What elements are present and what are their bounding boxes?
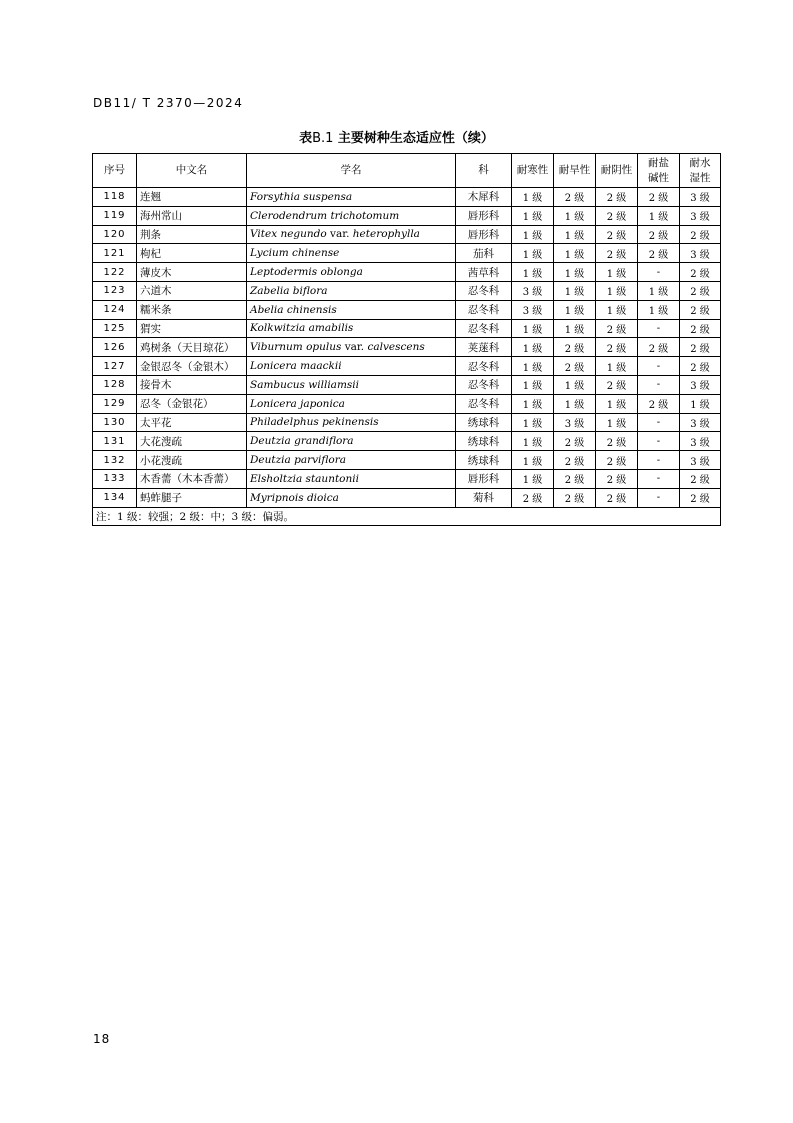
chinese-name-cell: 金银忍冬（金银木）: [137, 357, 247, 376]
drought-tolerance-cell: 1 级: [554, 281, 596, 300]
drought-tolerance-cell: 1 级: [554, 225, 596, 244]
shade-tolerance-cell: 2 级: [596, 188, 638, 207]
table-title-prefix: 表: [299, 131, 313, 146]
chinese-name-cell: 糯米条: [137, 300, 247, 319]
drought-tolerance-cell: 2 级: [554, 188, 596, 207]
family-cell: 忍冬科: [456, 319, 512, 338]
scientific-name-rank: var.: [341, 341, 368, 354]
cold-tolerance-cell: 1 级: [512, 394, 554, 413]
scientific-name-cell: [247, 225, 456, 244]
drought-tolerance-cell: 1 级: [554, 263, 596, 282]
salt-tolerance-cell: 2 级: [638, 188, 680, 207]
document-code: DB11/ T 2370—2024: [93, 96, 244, 110]
cold-tolerance-cell: 1 级: [512, 432, 554, 451]
shade-tolerance-cell: 1 级: [596, 281, 638, 300]
table-row: [93, 281, 721, 300]
drought-tolerance-cell: 2 级: [554, 469, 596, 488]
chinese-name-cell: 木香薷（木本香薷）: [137, 469, 247, 488]
salt-tolerance-cell: 2 级: [638, 225, 680, 244]
row-number-cell: 132: [93, 451, 137, 470]
wet-tolerance-cell: 2 级: [680, 469, 721, 488]
cold-tolerance-cell: 1 级: [512, 206, 554, 225]
salt-tolerance-cell: -: [638, 357, 680, 376]
family-cell: 菊科: [456, 488, 512, 507]
col-header-chinese-name: 中文名: [137, 154, 247, 188]
row-number-cell: 118: [93, 188, 137, 207]
shade-tolerance-cell: 2 级: [596, 432, 638, 451]
wet-tolerance-cell: 2 级: [680, 281, 721, 300]
drought-tolerance-cell: 1 级: [554, 300, 596, 319]
family-cell: 木犀科: [456, 188, 512, 207]
scientific-name-text: Lonicera maackii: [250, 360, 342, 373]
shade-tolerance-cell: 1 级: [596, 394, 638, 413]
table-row: [93, 357, 721, 376]
table-row: [93, 394, 721, 413]
scientific-name-text: Deutzia parviflora: [250, 454, 346, 467]
chinese-name-cell: 小花溲疏: [137, 451, 247, 470]
shade-tolerance-cell: 1 级: [596, 357, 638, 376]
table-title: [0, 127, 793, 146]
scientific-name-text: Myripnois dioica: [250, 491, 339, 504]
scientific-name-rank: var.: [326, 228, 353, 241]
table-row: [93, 300, 721, 319]
scientific-name-cell: [247, 375, 456, 394]
row-number-cell: 120: [93, 225, 137, 244]
wet-tolerance-cell: 3 级: [680, 375, 721, 394]
scientific-name-cell: [247, 244, 456, 263]
salt-tolerance-cell: 1 级: [638, 206, 680, 225]
wet-tolerance-cell: 3 级: [680, 413, 721, 432]
chinese-name-cell: 猬实: [137, 319, 247, 338]
cold-tolerance-cell: 3 级: [512, 300, 554, 319]
family-cell: 忍冬科: [456, 375, 512, 394]
scientific-name-text: Clerodendrum trichotomum: [250, 209, 400, 222]
cold-tolerance-cell: 1 级: [512, 357, 554, 376]
family-cell: 忍冬科: [456, 281, 512, 300]
page-number: 18: [93, 1032, 111, 1046]
cold-tolerance-cell: 2 级: [512, 488, 554, 507]
scientific-name-text: Elsholtzia stauntonii: [250, 472, 359, 485]
row-number-cell: 119: [93, 206, 137, 225]
chinese-name-cell: 蚂蚱腿子: [137, 488, 247, 507]
wet-tolerance-cell: 2 级: [680, 225, 721, 244]
drought-tolerance-cell: 2 级: [554, 488, 596, 507]
scientific-name-cell: [247, 451, 456, 470]
salt-tolerance-cell: -: [638, 469, 680, 488]
drought-tolerance-cell: 1 级: [554, 375, 596, 394]
table-note: 注：1 级：较强；2 级：中；3 级：偏弱。: [93, 507, 721, 526]
family-cell: 唇形科: [456, 469, 512, 488]
scientific-name-text: Vitex negundo: [250, 228, 327, 241]
scientific-name-text: Abelia chinensis: [250, 303, 337, 316]
salt-tolerance-cell: 1 级: [638, 300, 680, 319]
row-number-cell: 121: [93, 244, 137, 263]
scientific-name-cell: [247, 319, 456, 338]
table-header-row: [93, 154, 721, 188]
shade-tolerance-cell: 2 级: [596, 488, 638, 507]
table-row: [93, 375, 721, 394]
cold-tolerance-cell: 3 级: [512, 281, 554, 300]
chinese-name-cell: 鸡树条（天目琼花）: [137, 338, 247, 357]
wet-tolerance-cell: 2 级: [680, 338, 721, 357]
cold-tolerance-cell: 1 级: [512, 263, 554, 282]
salt-tolerance-cell: -: [638, 375, 680, 394]
table-row: [93, 188, 721, 207]
family-cell: 忍冬科: [456, 300, 512, 319]
scientific-name-cell: [247, 281, 456, 300]
drought-tolerance-cell: 2 级: [554, 432, 596, 451]
scientific-name-cell: [247, 263, 456, 282]
col-header-number: 序号: [93, 154, 137, 188]
chinese-name-cell: 薄皮木: [137, 263, 247, 282]
row-number-cell: 126: [93, 338, 137, 357]
scientific-name-cell: [247, 488, 456, 507]
drought-tolerance-cell: 1 级: [554, 394, 596, 413]
wet-tolerance-cell: 2 级: [680, 488, 721, 507]
table-row: [93, 488, 721, 507]
family-cell: 忍冬科: [456, 357, 512, 376]
scientific-name-cell: [247, 394, 456, 413]
family-cell: 唇形科: [456, 225, 512, 244]
col-header-scientific-name: 学名: [247, 154, 456, 188]
chinese-name-cell: 接骨木: [137, 375, 247, 394]
scientific-name-cell: [247, 469, 456, 488]
chinese-name-cell: 六道木: [137, 281, 247, 300]
drought-tolerance-cell: 3 级: [554, 413, 596, 432]
scientific-name-text: Leptodermis oblonga: [250, 266, 363, 279]
col-header-shade-tolerance: 耐阴性: [596, 154, 638, 188]
shade-tolerance-cell: 2 级: [596, 451, 638, 470]
shade-tolerance-cell: 2 级: [596, 225, 638, 244]
scientific-name-variety: calvescens: [367, 341, 425, 354]
family-cell: 忍冬科: [456, 394, 512, 413]
table-row: [93, 244, 721, 263]
chinese-name-cell: 太平花: [137, 413, 247, 432]
wet-tolerance-cell: 3 级: [680, 432, 721, 451]
col-header-drought-tolerance: 耐旱性: [554, 154, 596, 188]
shade-tolerance-cell: 1 级: [596, 300, 638, 319]
shade-tolerance-cell: 2 级: [596, 244, 638, 263]
family-cell: 绣球科: [456, 451, 512, 470]
drought-tolerance-cell: 2 级: [554, 451, 596, 470]
row-number-cell: 125: [93, 319, 137, 338]
table-row: [93, 206, 721, 225]
scientific-name-cell: [247, 300, 456, 319]
salt-tolerance-cell: -: [638, 263, 680, 282]
scientific-name-text: Zabelia biflora: [250, 284, 328, 297]
scientific-name-variety: heterophylla: [352, 228, 420, 241]
row-number-cell: 124: [93, 300, 137, 319]
chinese-name-cell: 连翘: [137, 188, 247, 207]
table-body: [93, 188, 721, 508]
wet-tolerance-cell: 2 级: [680, 357, 721, 376]
drought-tolerance-cell: 1 级: [554, 206, 596, 225]
scientific-name-cell: [247, 206, 456, 225]
wet-tolerance-cell: 2 级: [680, 300, 721, 319]
scientific-name-cell: [247, 413, 456, 432]
salt-tolerance-cell: -: [638, 488, 680, 507]
row-number-cell: 128: [93, 375, 137, 394]
table-row: [93, 451, 721, 470]
family-cell: 荚蒾科: [456, 338, 512, 357]
chinese-name-cell: 大花溲疏: [137, 432, 247, 451]
row-number-cell: 131: [93, 432, 137, 451]
wet-tolerance-cell: 3 级: [680, 244, 721, 263]
chinese-name-cell: 荆条: [137, 225, 247, 244]
col-header-family: 科: [456, 154, 512, 188]
family-cell: 绣球科: [456, 432, 512, 451]
chinese-name-cell: 海州常山: [137, 206, 247, 225]
row-number-cell: 134: [93, 488, 137, 507]
salt-tolerance-cell: 2 级: [638, 338, 680, 357]
salt-tolerance-cell: -: [638, 432, 680, 451]
drought-tolerance-cell: 1 级: [554, 319, 596, 338]
row-number-cell: 130: [93, 413, 137, 432]
cold-tolerance-cell: 1 级: [512, 188, 554, 207]
shade-tolerance-cell: 2 级: [596, 375, 638, 394]
salt-tolerance-cell: 2 级: [638, 244, 680, 263]
cold-tolerance-cell: 1 级: [512, 225, 554, 244]
scientific-name-cell: [247, 188, 456, 207]
table-row: [93, 319, 721, 338]
scientific-name-text: Sambucus williamsii: [250, 378, 360, 391]
scientific-name-text: Kolkwitzia amabilis: [250, 322, 354, 335]
salt-tolerance-cell: -: [638, 451, 680, 470]
row-number-cell: 122: [93, 263, 137, 282]
wet-tolerance-cell: 3 级: [680, 206, 721, 225]
row-number-cell: 123: [93, 281, 137, 300]
scientific-name-cell: [247, 432, 456, 451]
row-number-cell: 129: [93, 394, 137, 413]
salt-tolerance-cell: 1 级: [638, 281, 680, 300]
chinese-name-cell: 枸杞: [137, 244, 247, 263]
family-cell: 茄科: [456, 244, 512, 263]
scientific-name-text: Deutzia grandiflora: [250, 435, 354, 448]
table-row: [93, 469, 721, 488]
table-title-number: B.1: [312, 131, 334, 146]
drought-tolerance-cell: 1 级: [554, 244, 596, 263]
scientific-name-text: Forsythia suspensa: [250, 190, 353, 203]
table-row: [93, 338, 721, 357]
table-row: [93, 432, 721, 451]
family-cell: 茜草科: [456, 263, 512, 282]
wet-tolerance-cell: 1 级: [680, 394, 721, 413]
family-cell: 绣球科: [456, 413, 512, 432]
scientific-name-cell: [247, 357, 456, 376]
cold-tolerance-cell: 1 级: [512, 244, 554, 263]
salt-tolerance-cell: 2 级: [638, 394, 680, 413]
row-number-cell: 127: [93, 357, 137, 376]
col-header-wet-tolerance: 耐水 湿性: [680, 154, 721, 188]
shade-tolerance-cell: 2 级: [596, 338, 638, 357]
col-header-salt-tolerance: 耐盐 碱性: [638, 154, 680, 188]
wet-tolerance-cell: 3 级: [680, 188, 721, 207]
cold-tolerance-cell: 1 级: [512, 375, 554, 394]
shade-tolerance-cell: 2 级: [596, 319, 638, 338]
species-adaptability-table: [92, 153, 721, 526]
table-note-row: [93, 507, 721, 526]
table-row: [93, 225, 721, 244]
scientific-name-text: Lycium chinense: [250, 247, 340, 260]
row-number-cell: 133: [93, 469, 137, 488]
wet-tolerance-cell: 2 级: [680, 263, 721, 282]
scientific-name-text: Viburnum opulus: [250, 341, 342, 354]
cold-tolerance-cell: 1 级: [512, 413, 554, 432]
col-header-cold-tolerance: 耐寒性: [512, 154, 554, 188]
salt-tolerance-cell: -: [638, 319, 680, 338]
wet-tolerance-cell: 3 级: [680, 451, 721, 470]
chinese-name-cell: 忍冬（金银花）: [137, 394, 247, 413]
scientific-name-text: Philadelphus pekinensis: [250, 416, 379, 429]
cold-tolerance-cell: 1 级: [512, 469, 554, 488]
scientific-name-text: Lonicera japonica: [250, 397, 345, 410]
table-row: [93, 413, 721, 432]
table-row: [93, 263, 721, 282]
drought-tolerance-cell: 2 级: [554, 357, 596, 376]
table-title-text: 主要树种生态适应性（续）: [333, 131, 494, 146]
drought-tolerance-cell: 2 级: [554, 338, 596, 357]
shade-tolerance-cell: 1 级: [596, 263, 638, 282]
cold-tolerance-cell: 1 级: [512, 451, 554, 470]
wet-tolerance-cell: 2 级: [680, 319, 721, 338]
cold-tolerance-cell: 1 级: [512, 338, 554, 357]
scientific-name-cell: [247, 338, 456, 357]
shade-tolerance-cell: 2 级: [596, 206, 638, 225]
shade-tolerance-cell: 2 级: [596, 469, 638, 488]
shade-tolerance-cell: 1 级: [596, 413, 638, 432]
cold-tolerance-cell: 1 级: [512, 319, 554, 338]
family-cell: 唇形科: [456, 206, 512, 225]
salt-tolerance-cell: -: [638, 413, 680, 432]
